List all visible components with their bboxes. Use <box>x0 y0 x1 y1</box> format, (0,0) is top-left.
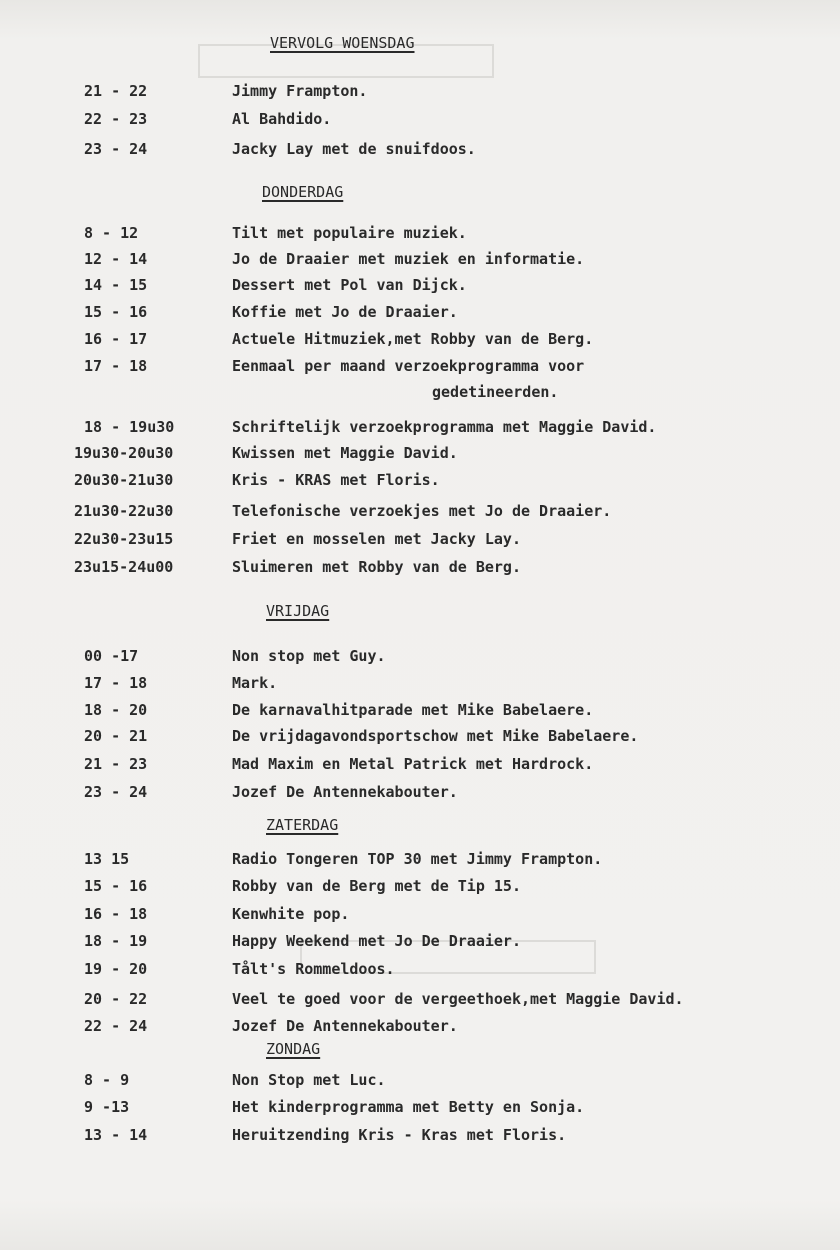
section-title-zondag: ZONDAG <box>266 1040 321 1058</box>
time-slot: 13 - 14 <box>84 1126 148 1144</box>
time-slot: 21 - 23 <box>84 755 148 773</box>
program-title: Tålt's Rommeldoos. <box>232 960 395 978</box>
program-title: Friet en mosselen met Jacky Lay. <box>232 530 521 548</box>
program-title: Telefonische verzoekjes met Jo de Draaier. <box>232 502 612 520</box>
program-title: Dessert met Pol van Dijck. <box>232 276 467 294</box>
time-slot: 8 - 12 <box>84 224 139 242</box>
time-slot: 22 - 24 <box>84 1017 148 1035</box>
program-title: Schriftelijk verzoekprogramma met Maggie David. <box>232 418 657 436</box>
program-title: Mad Maxim en Metal Patrick met Hardrock. <box>232 755 594 773</box>
time-slot: 13 15 <box>84 850 130 868</box>
section-title-zaterdag: ZATERDAG <box>266 816 339 834</box>
program-title: gedetineerden. <box>432 383 559 401</box>
time-slot: 15 - 16 <box>84 877 148 895</box>
section-title-donderdag: DONDERDAG <box>262 183 344 201</box>
program-title: Kwissen met Maggie David. <box>232 444 458 462</box>
program-title: Non stop met Guy. <box>232 647 386 665</box>
time-slot: 23 - 24 <box>84 783 148 801</box>
time-slot: 21 - 22 <box>84 82 148 100</box>
time-slot: 15 - 16 <box>84 303 148 321</box>
program-title: Happy Weekend met Jo De Draaier. <box>232 932 521 950</box>
time-slot: 18 - 19u30 <box>84 418 175 436</box>
program-title: Jimmy Frampton. <box>232 82 368 100</box>
time-slot: 12 - 14 <box>84 250 148 268</box>
program-title: Sluimeren met Robby van de Berg. <box>232 558 521 576</box>
time-slot: 20u30-21u30 <box>74 471 174 489</box>
time-slot: 19u30-20u30 <box>74 444 174 462</box>
time-slot: 18 - 20 <box>84 701 148 719</box>
program-title: Radio Tongeren TOP 30 met Jimmy Frampton. <box>232 850 603 868</box>
time-slot: 14 - 15 <box>84 276 148 294</box>
time-slot: 17 - 18 <box>84 357 148 375</box>
time-slot: 22 - 23 <box>84 110 148 128</box>
program-title: Veel te goed voor de vergeethoek,met Maggie David. <box>232 990 684 1008</box>
time-slot: 17 - 18 <box>84 674 148 692</box>
time-slot: 19 - 20 <box>84 960 148 978</box>
program-title: Eenmaal per maand verzoekprogramma voor <box>232 357 585 375</box>
time-slot: 22u30-23u15 <box>74 530 174 548</box>
program-title: Actuele Hitmuziek,met Robby van de Berg. <box>232 330 594 348</box>
time-slot: 18 - 19 <box>84 932 148 950</box>
program-title: Jo de Draaier met muziek en informatie. <box>232 250 585 268</box>
time-slot: 21u30-22u30 <box>74 502 174 520</box>
program-title: Tilt met populaire muziek. <box>232 224 467 242</box>
time-slot: 00 -17 <box>84 647 139 665</box>
program-title: De karnavalhitparade met Mike Babelaere. <box>232 701 594 719</box>
section-title-vrijdag: VRIJDAG <box>266 602 330 620</box>
program-title: Kris - KRAS met Floris. <box>232 471 440 489</box>
time-slot: 16 - 18 <box>84 905 148 923</box>
time-slot: 20 - 22 <box>84 990 148 1008</box>
time-slot: 8 - 9 <box>84 1071 130 1089</box>
program-title: De vrijdagavondsportschow met Mike Babelaere. <box>232 727 639 745</box>
program-title: Al Bahdido. <box>232 110 332 128</box>
time-slot: 16 - 17 <box>84 330 148 348</box>
program-title: Non Stop met Luc. <box>232 1071 386 1089</box>
program-title: Kenwhite pop. <box>232 905 350 923</box>
time-slot: 23u15-24u00 <box>74 558 174 576</box>
time-slot: 9 -13 <box>84 1098 130 1116</box>
time-slot: 20 - 21 <box>84 727 148 745</box>
program-title: Heruitzending Kris - Kras met Floris. <box>232 1126 567 1144</box>
section-title-vervolg-woensdag: VERVOLG WOENSDAG <box>270 34 415 52</box>
program-title: Jozef De Antennekabouter. <box>232 1017 458 1035</box>
program-title: Jozef De Antennekabouter. <box>232 783 458 801</box>
program-title: Robby van de Berg met de Tip 15. <box>232 877 521 895</box>
program-title: Koffie met Jo de Draaier. <box>232 303 458 321</box>
program-title: Het kinderprogramma met Betty en Sonja. <box>232 1098 585 1116</box>
time-slot: 23 - 24 <box>84 140 148 158</box>
program-title: Mark. <box>232 674 278 692</box>
program-title: Jacky Lay met de snuifdoos. <box>232 140 476 158</box>
